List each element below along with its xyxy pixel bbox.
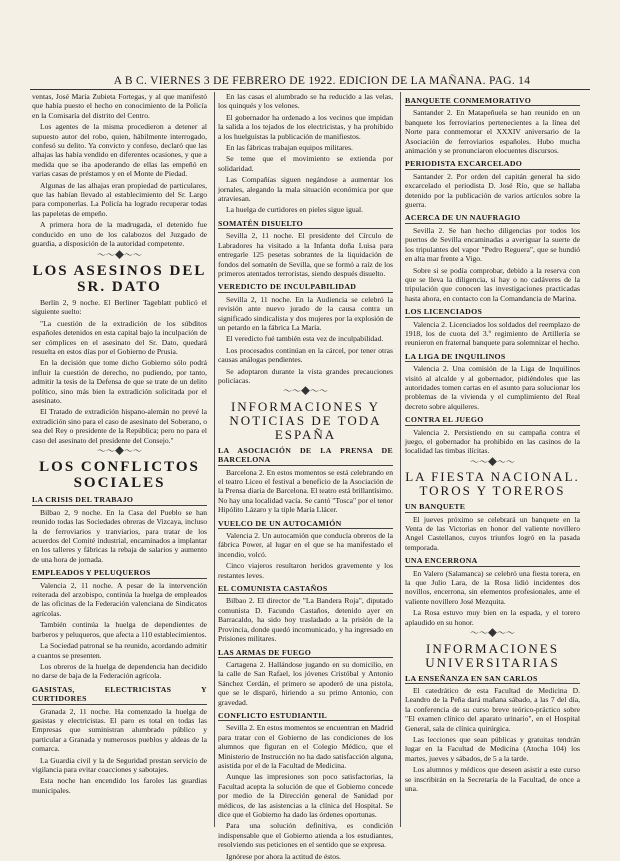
paragraph: Valencia 2. Licenciados los soldados del reemplazo de 1918, los de cuota del 3.º regimiento de Artillería se reunieron en fraternal banquete para solemnizar el hecho. <box>405 319 580 348</box>
paragraph: Bilbao 2, 9 noche. En la Casa del Pueblo se han reunido todas las Sociedades obreras de Vizcaya, incluso la de ferroviarios y tranviarios, para tratar de los acuerdos del Comité industrial, encaminados a implantar en los talleres y fábricas la rebaja de salarios y aumento de una hora de jornada. <box>32 507 207 564</box>
paragraph: Valencia 2. Una comisión de la Liga de Inquilinos visitó al alcalde y al gobernador, pidiéndoles que las autoridades tomen cartas en el asunto para solucionar los problemas de la vivienda y el cumplimiento del Real decreto sobre alquileres. <box>405 364 580 411</box>
paragraph: El veredicto fué también esta vez de inculpabilidad. <box>226 334 384 344</box>
paragraph: Se teme que el movimiento se extienda por solidaridad. <box>218 154 393 173</box>
page-header: A B C. VIERNES 3 DE FEBRERO DE 1922. EDICION DE LA MAÑANA. PAG. 14 <box>113 75 531 87</box>
ornament-icon: ～～◆～～ <box>469 628 515 639</box>
subhead-vuelco: VUELCO DE UN AUTOCAMIÓN <box>218 519 393 529</box>
paragraph: Valencia 2, 11 noche. A pesar de la intervención reiterada del arzobispo, continúa la huelga de empleados de las oficinas de la Federación valenciana de Sindicatos agrícolas. <box>32 580 207 618</box>
paragraph: Aunque las impresiones son poco satisfactorias, la Facultad acepta la solución de que el Gobierno concede por medio de la Dirección general de Sanidad por médicos, de las asistencias a la clínica del Hospital. Se dice que el Gobierno ha dado las órdenes oportunas. <box>218 772 393 819</box>
headline-asesinos: LOS ASESINOS DEL SR. DATO <box>32 262 207 295</box>
paragraph: Sevilla 2. En estos momentos se encuentran en Madrid para tratar con el Gobierno de las condiciones de los alumnos que figuran en el Colegio Médico, que el Ministerio de Instrucción no ha dado satisfacción alguna, asistida por el de la Facultad de Medicina. <box>218 723 393 770</box>
paragraph: Sobre si se podía comprobar, debido a la reserva con que se lleva la diligencia, si hay o no cadáveres de la tripulación que conocen las investigaciones practicadas hasta ahora, en contacto con la Comandancia de Marina. <box>405 265 580 303</box>
paragraph: Los alumnos y médicos que deseen asistir a este curso se inscribirán en la Secretaría de la Facultad, de once a una. <box>405 765 580 793</box>
subhead-gasistas: GASISTAS, ELECTRICISTAS Y CURTIDORES <box>32 684 207 704</box>
subhead-juego: CONTRA EL JUEGO <box>405 415 580 425</box>
paragraph: La Rosa estuvo muy bien en la espada, y el torero aplaudido en su honor. <box>405 608 580 627</box>
paragraph: Bilbao 2. El director de "La Bandera Roja", diputado comunista D. Facundo Castaños, detenido ayer en Barracaldo, ha sido hoy trasladado a la prisión de la Provincia, donde quedó incomunicado, y ha ingresado en Prisiones militares. <box>218 596 393 644</box>
paragraph: Berlín 2, 9 noche. El Berliner Tageblatt publicó el siguiente suelto: <box>32 297 207 317</box>
paragraph: Santander 2. Por orden del capitán general ha sido excarcelado el periodista D. José Río, que se hallaba detenido por la publicación de varios artículos sobre la guerra. <box>405 171 580 210</box>
ornament-icon: ～～◆～～ <box>96 249 142 260</box>
headline-conflictos: LOS CONFLICTOS SOCIALES <box>39 459 200 492</box>
paragraph: También continúa la huelga de dependientes de barberos y peluqueros, que afecta a 110 establecimientos. <box>32 620 207 639</box>
subhead-armas: LAS ARMAS DE FUEGO <box>218 648 393 658</box>
paragraph: En la decisión que tome dicho Gobierno sólo podrá influir la cuestión de derecho, no pudiendo, por tanto, admitir la tesis de la Defensa de que se trate de un delito político, sino más bien la extradición solicitada por el asesinato. <box>32 358 207 405</box>
paragraph: Los procesados continúan en la cárcel, por tener otras causas análogas pendientes. <box>218 345 393 365</box>
paragraph: Ignórese por ahora la actitud de éstos. <box>226 851 341 861</box>
paragraph: A primera hora de la madrugada, el detenido fue conducido en uno de los calabozos del Juzgado de guardia, a disposición de la autoridad competente. <box>32 220 207 249</box>
paragraph: La Sociedad patronal se ha reunido, acordando admitir a cuantos se presenten. <box>32 641 207 660</box>
paragraph: Las Compañías siguen negándose a aumentar los jornales, alegando la mala situación económica por que atraviesan. <box>218 175 393 204</box>
subhead-conflicto: CONFLICTO ESTUDIANTIL <box>218 711 393 721</box>
subhead-comunista: EL COMUNISTA CASTAÑOS <box>218 584 393 594</box>
paragraph: En las fábricas trabajan equipos militares. <box>226 143 353 153</box>
subhead-banquete2: UN BANQUETE <box>405 502 580 512</box>
headline-universitarias: INFORMACIONES UNIVERSITARIAS <box>425 640 560 670</box>
column-3 <box>405 92 580 832</box>
column-rule-1 <box>214 92 215 827</box>
paragraph: La huelga de curtidores en pieles sigue igual. <box>226 205 364 215</box>
paragraph: Para una solución definitiva, es condición indispensable que el Gobierno atienda a los estudiantes, resolviendo sus peticiones en el sentido que se expresa. <box>218 821 393 850</box>
paragraph: Algunas de las alhajas eran propiedad de particulares, que las habían llevado al establecimiento del Sr. Largo para componerlas. La Policía ha logrado recuperar todas las papeletas de empeño. <box>32 180 207 218</box>
subhead-somaten: SOMATÉN DISUELTO <box>218 219 393 229</box>
paragraph: Los obreros de la huelga de dependencia han decidido no darse de baja de la Federación agrícola. <box>32 661 207 681</box>
paragraph: Granada 2, 11 noche. Ha comenzado la huelga de gasistas y electricistas. El paro es total en todas las Empresas que suministran alumbrado público y particular a Granada y numerosos pueblos y aldeas de la comarca. <box>32 706 207 754</box>
column-1 <box>32 92 207 832</box>
subhead-empleados: EMPLEADOS Y PELUQUEROS <box>32 568 207 578</box>
paragraph: "La cuestión de la extradición de los súbditos españoles detenidos en esta capital bajo la inculpación de ser cómplices en el asesinato del Sr. Dato, quedará resuelta en estos días por el Gobierno de Prusia. <box>32 318 207 356</box>
subhead-ensenanza: LA ENSEÑANZA EN SAN CARLOS <box>405 674 580 684</box>
paragraph: El jueves próximo se celebrará un banquete en la Venta de las Victorias en honor del valiente novillero Angel Castellanos, cuyos triunfos logró en la pasada temporada. <box>405 514 580 552</box>
headline-fiesta: LA FIESTA NACIONAL. TOROS Y TOREROS <box>405 469 580 499</box>
paragraph: El gobernador ha ordenado a los vecinos que impidan la salida a los tejados de los electricistas, y ha prohibido a los huelguistas la publicación de manifiestos. <box>218 112 393 141</box>
paragraph: Cartagena 2. Hallándose jugando en su domicilio, en la calle de San Rafael, los jóvenes Cristóbal y Antonio Sánchez Cerdán, el primero se apoderó de una pistola, que se le disparó, hiriendo a su primo Antonio, con gravedad. <box>218 659 393 707</box>
paragraph: Se adoptaron durante la vista grandes precauciones policíacas. <box>218 366 393 385</box>
paragraph: El Tratado de extradición hispano-alemán no prevé la extradición sino para el caso de asesinato del Soberano, o sea del Rey o presidente de la República; pero no para el caso del asesinato del presidente del Consejo." <box>32 407 207 445</box>
paragraph: Santander 2. En Matapeñuela se han reunido en un banquete los ferroviarios pertenecientes a la línea del Norte para conmemorar el XXXIV aniversario de la Asociación de ferroviarios españoles. Hubo mucha animación y se pronunciaron elocuentes discursos. <box>405 108 580 156</box>
paragraph: Sevilla 2. Se han hecho diligencias por todos los puertos de Sevilla encaminadas a averiguar la suerte de los tripulantes del vapor "Pedro Reguera", que se hundió en alta mar frente a Vigo. <box>405 225 580 264</box>
subhead-banquete: BANQUETE CONMEMORATIVO <box>405 96 580 106</box>
paragraph: La Guardia civil y la de Seguridad prestan servicio de vigilancia para evitar coacciones y sabotajes. <box>32 755 207 774</box>
subhead-naufragio: ACERCA DE UN NAUFRAGIO <box>405 213 580 223</box>
ornament-icon: ～～◆～～ <box>96 446 142 456</box>
column-2 <box>218 92 393 861</box>
paragraph: Los agentes de la misma procedieron a detener al supuesto autor del robo, quien, hábilmente interrogado, confesó su delito. Ya convicto y confeso, declaró que las alhajas las había vendido en diferentes ocasiones, y que a medida que se iba apoderando de ellas las empeñó en varias casas de préstamos y en el Monte de Piedad. <box>32 122 207 179</box>
subhead-inquilinos: LA LIGA DE INQUILINOS <box>405 352 580 362</box>
paragraph: Barcelona 2. En estos momentos se está celebrando en el teatro Liceo el festival a beneficio de la Asociación de la Prensa diaria de Barcelona. El teatro está brillantísimo. No hay una localidad vacía. Se cantó "Tosca" por el tenor Hipólito Lázaro y la tiple María Llácer. <box>218 467 393 515</box>
subhead-licenciados: LOS LICENCIADOS <box>405 307 580 317</box>
paragraph: Sevilla 2, 11 noche. En la Audiencia se celebró la revisión ante nuevo jurado de la causa contra un significado sindicalista y dos mujeres por la explosión de un petardo en la fábrica La María. <box>218 294 393 332</box>
paragraph: Sevilla 2, 11 noche. El presidente del Círculo de Labradores ha visitado a la Infanta doña Luisa para entregarle 125 pesetas sobrantes de la liquidación de fondos del somatén de Sevilla, que se formó a raíz de los primeros atentados terroristas, siendo después disuelto. <box>218 231 393 278</box>
paragraph: Esta noche han encendido los faroles las guardias municipales. <box>32 776 207 795</box>
paragraph: Valencia 2. Un autocamión que conducía obreros de la fábrica Power, al lugar en el que se ha manifestado el incendio, volcó. <box>218 531 393 559</box>
subhead-periodista: PERIODISTA EXCARCELADO <box>405 159 580 169</box>
subhead-asociacion: LA ASOCIACIÓN DE LA PRENSA DE BARCELONA <box>218 445 393 465</box>
paragraph: Cinco viajeros resultaron heridos gravemente y los restantes leves. <box>218 561 393 580</box>
paragraph: En Valero (Salamanca) se celebró una fiesta torera, en la que Julio Lara, de la Rosa lidió incidentes dos novillos, encerrona, sin elementos profesionales, ante el valiente novillero José Mezquita. <box>405 568 580 606</box>
paragraph: ventas, José María Zubieta Fortegas, y al que manifestó que había puesto el hecho en conocimiento de la Policía en la Comisaría del distrito del Centro. <box>32 92 207 120</box>
subhead-encerrona: UNA ENCERRONA <box>405 556 580 566</box>
paragraph: En las casas el alumbrado se ha reducido a las velas, los quinqués y los velones. <box>218 92 393 111</box>
ornament-icon: ～～◆～～ <box>469 456 515 467</box>
subhead-veredicto: VEREDICTO DE INCULPABILIDAD <box>218 282 393 292</box>
header-rule <box>30 89 590 90</box>
headline-informaciones: INFORMACIONES Y NOTICIAS DE TODA ESPAÑA <box>229 398 382 442</box>
paragraph: Valencia 2. Persistiendo en su campaña contra el juego, el gobernador ha prohibido en las casinos de la localidad las timbas ilícitas. <box>405 427 580 456</box>
ornament-icon: ～～◆～～ <box>282 386 328 397</box>
subhead-crisis: LA CRISIS DEL TRABAJO <box>32 495 207 505</box>
paragraph: Las lecciones que sean públicas y gratuitas tendrán lugar en la Facultad de Medicina (Atocha 104) los martes, jueves y sábados, de 5 a la tarde. <box>405 734 580 763</box>
paragraph: El catedrático de esta Facultad de Medicina D. Leandro de la Peña dará mañana sábado, a las 7 del día, la conferencia de su curso breve teórico-práctico sobre "El examen clínico del aparato urinario", en el Hospital General, sala de clínica quirúrgica. <box>405 685 580 733</box>
column-rule-2 <box>400 92 401 827</box>
